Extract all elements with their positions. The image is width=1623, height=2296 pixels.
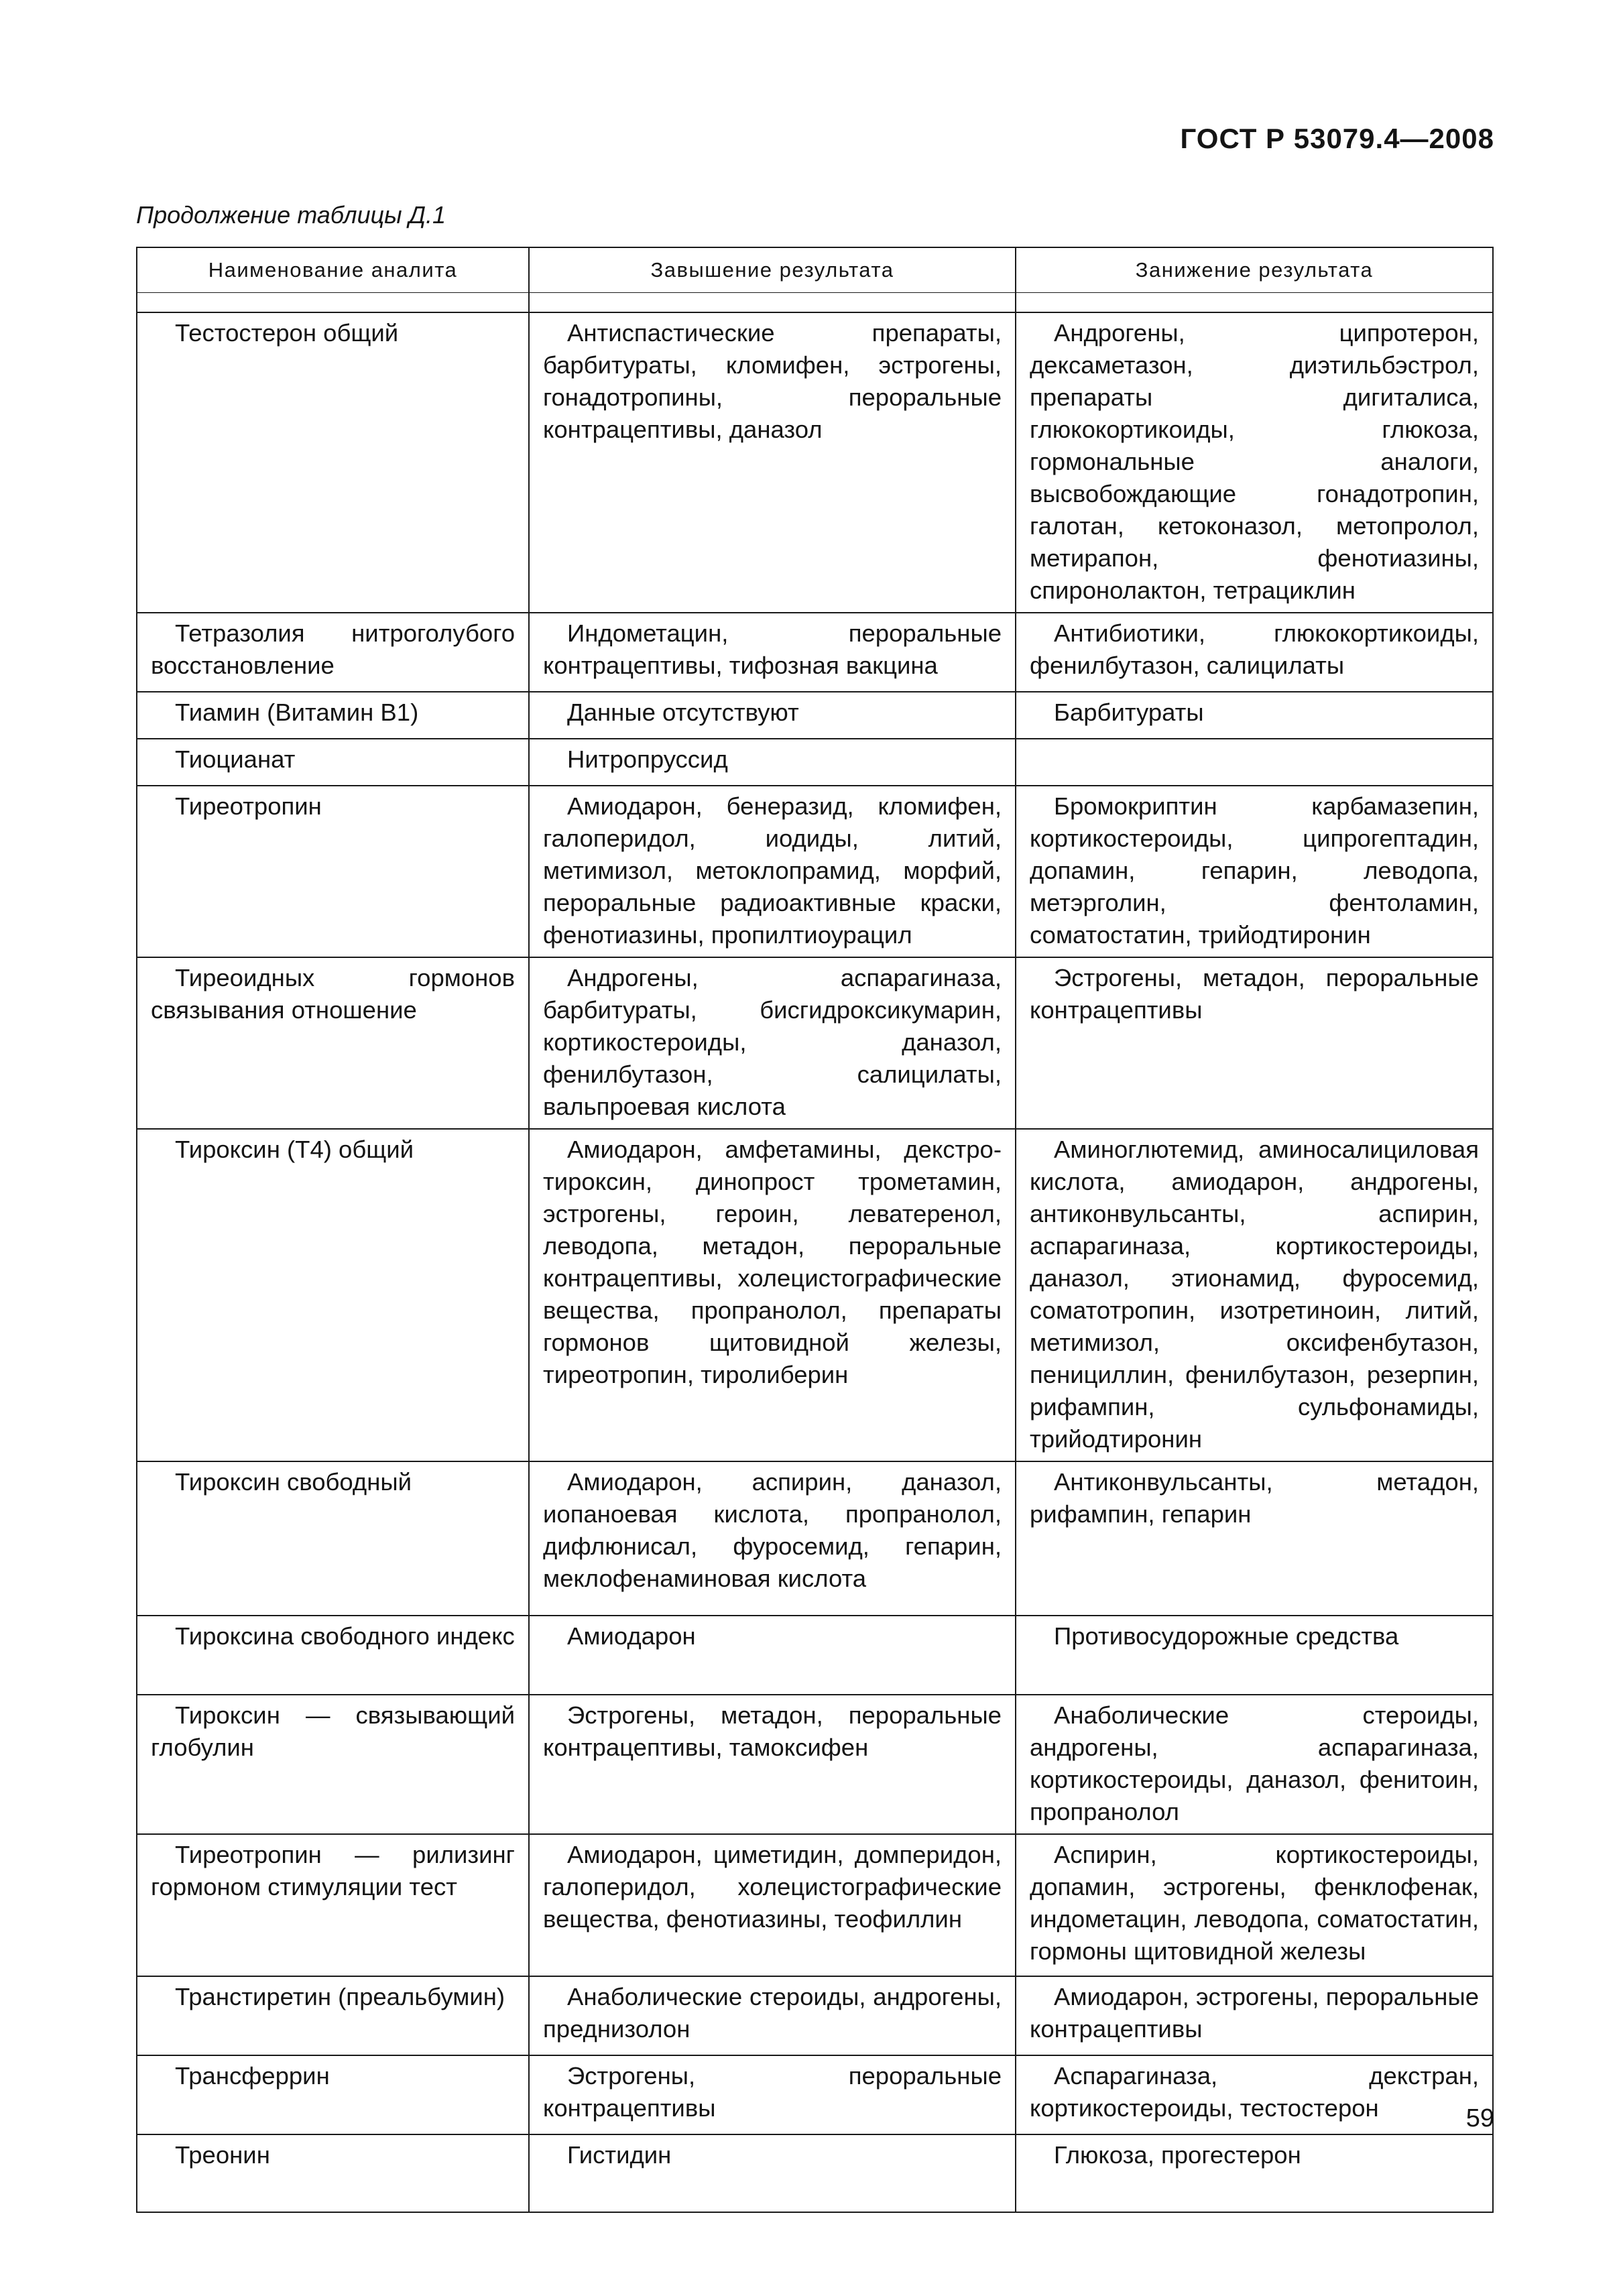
table-row xyxy=(137,2134,1493,2212)
increase-cell: Нитропруссид xyxy=(529,739,1016,786)
decrease-cell: Эстрогены, метадон, пероральные контрацептивы xyxy=(1016,957,1493,1129)
increase-cell: Анаболические стероиды, андрогены, преднизолон xyxy=(529,1976,1016,2055)
increase-cell: Амиодарон xyxy=(529,1616,1016,1695)
table-row xyxy=(137,1616,1493,1695)
analyte-cell: Тироксина свободного индекс xyxy=(137,1616,529,1695)
decrease-cell: Аминоглютемид, аминосалициловая кислота, амиодарон, андрогены, антиконвульсанты, аспирин, аспарагиназа, кортикостероиды, даназол, этионамид, фуросемид, соматотропин, изотретиноин, литий, метимизол, оксифенбутазон, пенициллин, фенилбутазон, резерпин, рифампин, сульфонамиды, трийодтиронин xyxy=(1016,1129,1493,1461)
column-header-analyte: Наименование аналита xyxy=(137,247,529,293)
analyte-cell: Тиреотропин xyxy=(137,786,529,957)
table-row xyxy=(137,692,1493,739)
decrease-cell: Анаболические стероиды, андрогены, аспарагиназа, кортикостероиды, даназол, фенитоин, пропранолол xyxy=(1016,1695,1493,1834)
table-row xyxy=(137,957,1493,1129)
decrease-cell: Андрогены, ципротерон, дексаметазон, диэтильбэстрол, препараты дигиталиса, глюкокортикоиды, глюкоза, гормональные аналоги, высвобождающие гонадотропин, галотан, кетоконазол, метопролол, метирапон, фенотиазины, спиронолактон, тетрациклин xyxy=(1016,312,1493,613)
increase-cell: Антиспастические препараты, барбитураты, кломифен, эстрогены, гонадотропины, пероральные контрацептивы, даназол xyxy=(529,312,1016,613)
increase-cell: Эстрогены, пероральные контрацептивы xyxy=(529,2055,1016,2134)
increase-cell: Эстрогены, метадон, пероральные контрацептивы, тамоксифен xyxy=(529,1695,1016,1834)
table-row xyxy=(137,2055,1493,2134)
table-continuation-caption: Продолжение таблицы Д.1 xyxy=(136,201,446,229)
column-header-decrease: Занижение результата xyxy=(1016,247,1493,293)
interference-table xyxy=(136,247,1494,2213)
decrease-cell xyxy=(1016,739,1493,786)
analyte-cell: Тестостерон общий xyxy=(137,312,529,613)
page-number: 59 xyxy=(1465,2104,1494,2132)
decrease-cell: Глюкоза, прогестерон xyxy=(1016,2134,1493,2212)
decrease-cell: Антибиотики, глюкокортикоиды, фенилбутазон, салицилаты xyxy=(1016,613,1493,692)
column-header-increase: Завышение результата xyxy=(529,247,1016,293)
increase-cell: Амиодарон, циметидин, домперидон, галоперидол, холецистографические вещества, фенотиазины, теофиллин xyxy=(529,1834,1016,1976)
table-row xyxy=(137,739,1493,786)
analyte-cell: Тиоцианат xyxy=(137,739,529,786)
analyte-cell: Тиреотропин — рилизинг гормоном стимуляции тест xyxy=(137,1834,529,1976)
analyte-cell: Тироксин — связывающий глобулин xyxy=(137,1695,529,1834)
increase-cell: Амиодарон, бенеразид, кломифен, галоперидол, иодиды, литий, метимизол, метоклопрамид, морфий, пероральные радиоактивные краски, фенотиазины, пропилтиоурацил xyxy=(529,786,1016,957)
table-header-row xyxy=(137,247,1493,293)
table-row xyxy=(137,1834,1493,1976)
decrease-cell: Амиодарон, эстрогены, пероральные контрацептивы xyxy=(1016,1976,1493,2055)
table-row xyxy=(137,1129,1493,1461)
increase-cell: Андрогены, аспарагиназа, барбитураты, бисгидроксикумарин, кортикостероиды, даназол, фенилбутазон, салицилаты, вальпроевая кислота xyxy=(529,957,1016,1129)
decrease-cell: Бромокриптин карбамазепин, кортикостероиды, ципрогептадин, допамин, гепарин, леводопа, метэрголин, фентоламин, соматостатин, трийодтиронин xyxy=(1016,786,1493,957)
table-row xyxy=(137,1976,1493,2055)
standard-identifier: ГОСТ Р 53079.4—2008 xyxy=(1180,123,1494,154)
analyte-cell: Тироксин свободный xyxy=(137,1461,529,1616)
table-row xyxy=(137,786,1493,957)
decrease-cell: Аспирин, кортикостероиды, допамин, эстрогены, фенклофенак, индометацин, леводопа, соматостатин, гормоны щитовидной железы xyxy=(1016,1834,1493,1976)
analyte-cell: Трансферрин xyxy=(137,2055,529,2134)
decrease-cell: Аспарагиназа, декстран, кортикостероиды, тестостерон xyxy=(1016,2055,1493,2134)
increase-cell: Амиодарон, аспирин, даназол, иопаноевая кислота, пропранолол, дифлюнисал, фуросемид, гепарин, меклофенаминовая кислота xyxy=(529,1461,1016,1616)
increase-cell: Индометацин, пероральные контрацептивы, тифозная вакцина xyxy=(529,613,1016,692)
table-row xyxy=(137,312,1493,613)
analyte-cell: Тиреоидных гормонов связывания отношение xyxy=(137,957,529,1129)
increase-cell: Амиодарон, амфетамины, декстро-тироксин, динопрост трометамин, эстрогены, героин, леватеренол, леводопа, метадон, пероральные контрацептивы, холецистографические вещества, пропранолол, препараты гормонов щитовидной железы, тиреотропин, тиролиберин xyxy=(529,1129,1016,1461)
analyte-cell: Тетразолия нитроголубого восстановление xyxy=(137,613,529,692)
table-row xyxy=(137,1695,1493,1834)
decrease-cell: Антиконвульсанты, метадон, рифампин, гепарин xyxy=(1016,1461,1493,1616)
table-row xyxy=(137,1461,1493,1616)
increase-cell: Гистидин xyxy=(529,2134,1016,2212)
decrease-cell: Барбитураты xyxy=(1016,692,1493,739)
analyte-cell: Треонин xyxy=(137,2134,529,2212)
analyte-cell: Тироксин (Т4) общий xyxy=(137,1129,529,1461)
header-separator-row xyxy=(137,293,1493,313)
analyte-cell: Тиамин (Витамин В1) xyxy=(137,692,529,739)
decrease-cell: Противосудорожные средства xyxy=(1016,1616,1493,1695)
table-row xyxy=(137,613,1493,692)
increase-cell: Данные отсутствуют xyxy=(529,692,1016,739)
analyte-cell: Транстиретин (преальбумин) xyxy=(137,1976,529,2055)
